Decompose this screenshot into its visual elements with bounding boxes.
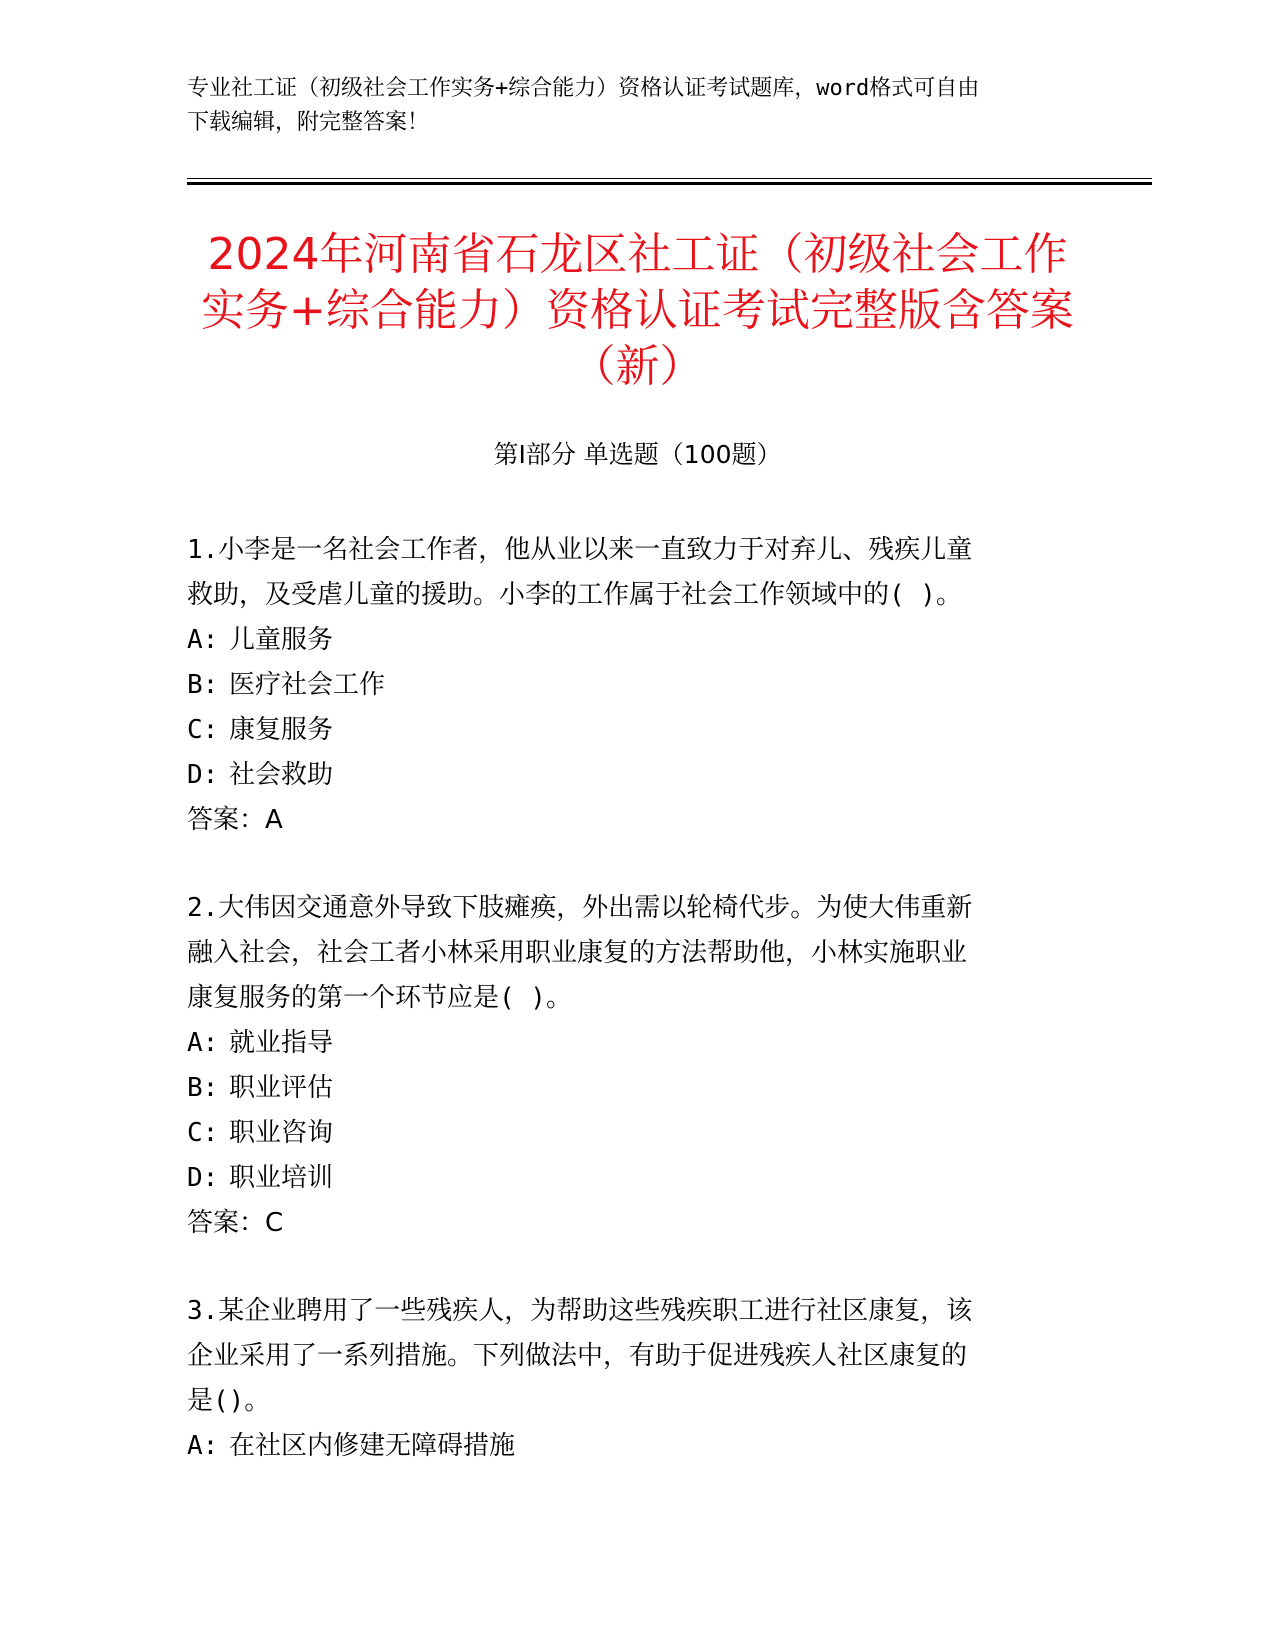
question-stem-line: 救助，及受虐儿童的援助。小李的工作属于社会工作领域中的( )。 xyxy=(187,580,962,610)
section-heading: 第Ⅰ部分 单选题（100题） xyxy=(493,440,782,469)
header-note-line: 下载编辑，附完整答案！ xyxy=(187,110,430,135)
question-stem-line: 融入社会，社会工者小林采用职业康复的方法帮助他，小林实施职业 xyxy=(187,938,968,968)
option-text: 社会救助 xyxy=(229,760,334,790)
option-text: 儿童服务 xyxy=(229,625,334,655)
question-stem-line: 企业采用了一系列措施。下列做法中，有助于促进残疾人社区康复的 xyxy=(187,1341,968,1371)
option-text: 医疗社会工作 xyxy=(229,670,386,700)
option-d xyxy=(187,753,1087,798)
question-spacer xyxy=(187,1246,1087,1289)
title-line: （新） xyxy=(571,341,704,392)
option-letter: D: xyxy=(187,1163,219,1193)
header-note-line: 专业社工证（初级社会工作实务+综合能力）资格认证考试题库，word格式可自由 xyxy=(187,76,980,101)
option-a xyxy=(187,1021,1087,1066)
option-text: 就业指导 xyxy=(229,1028,334,1058)
title-line: 实务+综合能力）资格认证考试完整版含答案 xyxy=(201,285,1074,336)
question-stem-line: 康复服务的第一个环节应是( )。 xyxy=(187,983,572,1013)
option-text: 职业咨询 xyxy=(229,1118,334,1148)
header-note xyxy=(187,72,1087,140)
option-letter: A: xyxy=(187,625,219,655)
option-text: 康复服务 xyxy=(229,715,334,745)
question-stem-line: 是()。 xyxy=(187,1386,271,1416)
question-stem-line: 2.大伟因交通意外导致下肢瘫痪，外出需以轮椅代步。为使大伟重新 xyxy=(187,893,973,923)
option-d xyxy=(187,1156,1087,1201)
question-3 xyxy=(187,1289,1087,1469)
option-text: 职业培训 xyxy=(229,1163,334,1193)
header-divider-thin xyxy=(187,178,1152,179)
option-b xyxy=(187,663,1087,708)
option-letter: B: xyxy=(187,1073,219,1103)
header-divider-thick xyxy=(187,182,1152,185)
option-letter: A: xyxy=(187,1431,219,1461)
question-stem-line: 1.小李是一名社会工作者，他从业以来一直致力于对弃儿、残疾儿童 xyxy=(187,535,973,565)
option-letter: C: xyxy=(187,1118,219,1148)
option-text: 职业评估 xyxy=(229,1073,334,1103)
option-c xyxy=(187,1111,1087,1156)
document-title xyxy=(150,227,1125,395)
question-2 xyxy=(187,886,1087,1246)
answer-line: 答案：C xyxy=(187,1208,284,1238)
question-spacer xyxy=(187,843,1087,886)
title-line: 2024年河南省石龙区社工证（初级社会工作 xyxy=(207,229,1068,280)
option-a xyxy=(187,1424,1087,1469)
question-1 xyxy=(187,528,1087,843)
option-letter: D: xyxy=(187,760,219,790)
question-list xyxy=(187,528,1087,1469)
question-stem-line: 3.某企业聘用了一些残疾人，为帮助这些残疾职工进行社区康复，该 xyxy=(187,1296,973,1326)
option-c xyxy=(187,708,1087,753)
option-a xyxy=(187,618,1087,663)
option-b xyxy=(187,1066,1087,1111)
option-letter: A: xyxy=(187,1028,219,1058)
option-letter: B: xyxy=(187,670,219,700)
option-text: 在社区内修建无障碍措施 xyxy=(229,1431,516,1461)
answer-line: 答案：A xyxy=(187,805,283,835)
option-letter: C: xyxy=(187,715,219,745)
